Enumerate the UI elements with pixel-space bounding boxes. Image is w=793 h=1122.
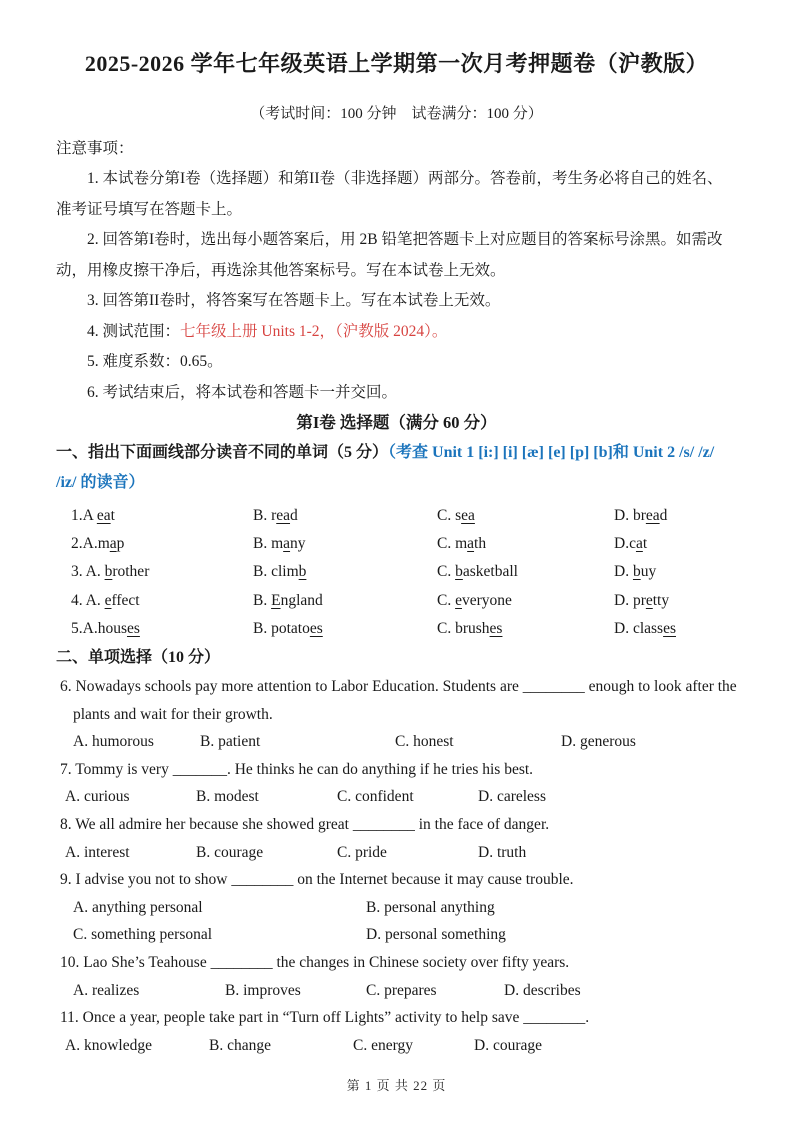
page-title: 2025-2026 学年七年级英语上学期第一次月考押题卷（沪教版） bbox=[84, 51, 709, 76]
option-prefix: C. m bbox=[437, 535, 468, 553]
question-stem-10: 10. Lao She’s Teahouse ________ the changes in Chinese society over fifty years. bbox=[60, 953, 570, 971]
option-9d: D. personal something bbox=[366, 926, 506, 944]
option-suffix: t bbox=[642, 535, 648, 553]
option-10d: D. describes bbox=[504, 981, 581, 999]
option-prefix: B. m bbox=[253, 535, 284, 553]
option-suffix: uy bbox=[640, 563, 657, 581]
option-suffix: t bbox=[110, 507, 115, 524]
option-11c: C. energy bbox=[353, 1036, 413, 1054]
option-prefix: B. r bbox=[253, 507, 277, 524]
option-suffix: ffect bbox=[111, 591, 140, 609]
option-prefix: D. pr bbox=[614, 591, 646, 609]
option-prefix: 4. A. bbox=[71, 591, 105, 609]
notice-heading: 注意事项： bbox=[56, 140, 134, 157]
notice-item-2: 2. 回答第I卷时，选出每小题答案后，用 2B 铅笔把答题卡上对应题目的答案标号涂黑。如需改动，用橡皮擦干净后，再选涂其他答案标号。写在本试卷上无效。 bbox=[56, 231, 723, 279]
question-8-options bbox=[56, 839, 737, 867]
option-10c: C. prepares bbox=[366, 981, 437, 999]
option-suffix: veryone bbox=[461, 591, 512, 609]
option-suffix: th bbox=[474, 535, 487, 553]
phonetic-option-3b bbox=[253, 558, 437, 586]
phonetic-option-3c bbox=[437, 558, 614, 586]
option-9b: B. personal anything bbox=[366, 898, 495, 916]
underlined-part: ea bbox=[645, 507, 660, 524]
phonetic-option-4b bbox=[253, 587, 437, 615]
option-prefix: D. bbox=[614, 563, 633, 581]
option-6d: D. generous bbox=[561, 733, 636, 751]
underlined-part: a bbox=[283, 535, 291, 553]
phonetic-option-5d bbox=[614, 615, 737, 643]
option-suffix: ny bbox=[290, 535, 306, 553]
option-prefix: D. br bbox=[614, 507, 646, 524]
option-10b: B. improves bbox=[225, 981, 301, 999]
page-footer: 第 1 页 共 22 页 bbox=[346, 1078, 447, 1093]
option-11b: B. change bbox=[209, 1036, 271, 1054]
option-prefix: C. brush bbox=[437, 619, 490, 637]
underlined-part: es bbox=[309, 619, 323, 637]
notice-item-6: 6. 考试结束后，将本试卷和答题卡一并交回。 bbox=[87, 383, 398, 401]
option-prefix: D.c bbox=[614, 535, 636, 553]
underlined-part: ea bbox=[96, 507, 111, 524]
underlined-part: a bbox=[467, 535, 475, 553]
option-suffix: d bbox=[290, 507, 298, 524]
option-prefix: C. s bbox=[437, 507, 462, 524]
section1-heading-blue-scope: （考查 Unit 1 [i:] [i] [æ] [e] [p] [b]和 Unit 2 /s/ /z/ /iz/ 的读音） bbox=[56, 444, 715, 491]
option-prefix: B. potato bbox=[253, 619, 310, 637]
phonetic-option-1d bbox=[614, 502, 737, 530]
option-7a: A. curious bbox=[65, 788, 130, 806]
underlined-part: e bbox=[104, 591, 112, 609]
option-11a: A. knowledge bbox=[65, 1036, 152, 1054]
section2-heading: 二、单项选择（10 分） bbox=[56, 649, 221, 667]
option-prefix: D. class bbox=[614, 619, 664, 637]
option-8c: C. pride bbox=[337, 843, 387, 861]
underlined-part: es bbox=[126, 619, 140, 637]
option-9a: A. anything personal bbox=[73, 898, 203, 916]
underlined-part: es bbox=[663, 619, 676, 637]
section1-heading-black: 一、指出下面画线部分读音不同的单词（5 分） bbox=[56, 444, 389, 461]
phonetic-option-2c bbox=[437, 530, 614, 558]
notice-item-5: 5. 难度系数：0.65。 bbox=[87, 353, 223, 370]
question-11-options bbox=[56, 1032, 737, 1060]
notice-item-3: 3. 回答第II卷时，将答案写在答题卡上。写在本试卷上无效。 bbox=[87, 292, 501, 309]
option-8b: B. courage bbox=[196, 843, 264, 861]
part1-heading: 第I卷 选择题（满分 60 分） bbox=[296, 413, 497, 432]
phonetic-option-3d bbox=[614, 558, 737, 586]
question-stem-8: 8. We all admire her because she showed great ________ in the face of danger. bbox=[60, 815, 550, 833]
underlined-part: a bbox=[109, 535, 117, 553]
underlined-part: b bbox=[104, 563, 113, 581]
option-6b: B. patient bbox=[200, 733, 261, 751]
option-prefix: C. bbox=[437, 591, 456, 609]
phonetic-option-4c bbox=[437, 587, 614, 615]
phonetic-option-5a bbox=[71, 615, 253, 643]
phonetic-option-2d bbox=[614, 530, 737, 558]
underlined-part: b bbox=[455, 563, 463, 581]
notice-item-4-label: 4. 测试范围： bbox=[87, 322, 181, 340]
option-6a: A. humorous bbox=[73, 733, 154, 751]
phonetic-option-5c bbox=[437, 615, 614, 643]
option-7d: D. careless bbox=[478, 788, 546, 806]
option-7c: C. confident bbox=[337, 788, 414, 806]
option-suffix: ngland bbox=[280, 591, 323, 609]
phonetic-option-1b bbox=[253, 502, 437, 530]
option-prefix: 3. A. bbox=[71, 563, 105, 581]
option-suffix: p bbox=[116, 535, 125, 553]
phonetic-option-4a bbox=[71, 587, 253, 615]
phonetic-option-3a bbox=[71, 558, 253, 586]
option-suffix: d bbox=[659, 507, 668, 524]
exam-subtitle: （考试时间：100 分钟 试卷满分：100 分） bbox=[250, 106, 543, 122]
question-10-options bbox=[56, 977, 737, 1005]
option-11d: D. courage bbox=[474, 1036, 542, 1054]
underlined-part: ea bbox=[276, 507, 291, 524]
section1-heading bbox=[56, 438, 737, 498]
option-suffix: asketball bbox=[462, 563, 518, 581]
option-9c: C. something personal bbox=[73, 926, 213, 944]
question-stem-7: 7. Tommy is very _______. He thinks he can do anything if he tries his best. bbox=[60, 760, 534, 778]
phonetic-option-2b bbox=[253, 530, 437, 558]
question-stem-9: 9. I advise you not to show ________ on the Internet because it may cause trouble. bbox=[60, 871, 574, 889]
question-stem-11: 11. Once a year, people take part in “Turn off Lights” activity to help save ________. bbox=[60, 1009, 590, 1027]
underlined-part: a bbox=[635, 535, 643, 553]
option-prefix: 5.A.hous bbox=[71, 619, 127, 637]
notice-item-1: 1. 本试卷分第I卷（选择题）和第II卷（非选择题）两部分。答卷前，考生务必将自己的姓名、准考证号填写在答题卡上。 bbox=[56, 170, 723, 218]
phonetic-option-2a bbox=[71, 530, 253, 558]
option-prefix: B. bbox=[253, 591, 272, 609]
option-prefix: 2.A.m bbox=[71, 535, 110, 553]
underlined-part: b bbox=[632, 563, 641, 581]
phonetic-question-list bbox=[56, 502, 737, 643]
question-9-options bbox=[56, 894, 737, 949]
option-7b: B. modest bbox=[196, 788, 259, 806]
underlined-part: e bbox=[455, 591, 462, 609]
underlined-part: e bbox=[645, 591, 653, 609]
underlined-part: b bbox=[298, 563, 307, 581]
phonetic-option-1a bbox=[71, 502, 253, 530]
option-suffix: rother bbox=[112, 563, 150, 581]
question-stem-6: 6. Nowadays schools pay more attention to Labor Education. Students are ________ enough to look after the plants and wait for their growth. bbox=[60, 678, 737, 723]
option-8a: A. interest bbox=[65, 843, 130, 861]
option-prefix: C. bbox=[437, 563, 456, 581]
notice-item-4 bbox=[56, 317, 737, 348]
underlined-part: es bbox=[489, 619, 503, 637]
option-suffix: tty bbox=[652, 591, 670, 609]
phonetic-option-5b bbox=[253, 615, 437, 643]
notice-item-4-test-scope: 七年级上册 Units 1-2，（沪教版 2024）。 bbox=[180, 322, 448, 340]
underlined-part: E bbox=[271, 591, 281, 609]
option-6c: C. honest bbox=[395, 733, 454, 751]
option-prefix: 1.A bbox=[71, 507, 97, 524]
option-8d: D. truth bbox=[478, 843, 527, 861]
question-7-options bbox=[56, 783, 737, 811]
underlined-part: ea bbox=[461, 507, 475, 524]
option-10a: A. realizes bbox=[73, 981, 140, 999]
option-prefix: B. clim bbox=[253, 563, 299, 581]
phonetic-option-1c bbox=[437, 502, 614, 530]
phonetic-option-4d bbox=[614, 587, 737, 615]
question-6-options bbox=[56, 728, 737, 756]
